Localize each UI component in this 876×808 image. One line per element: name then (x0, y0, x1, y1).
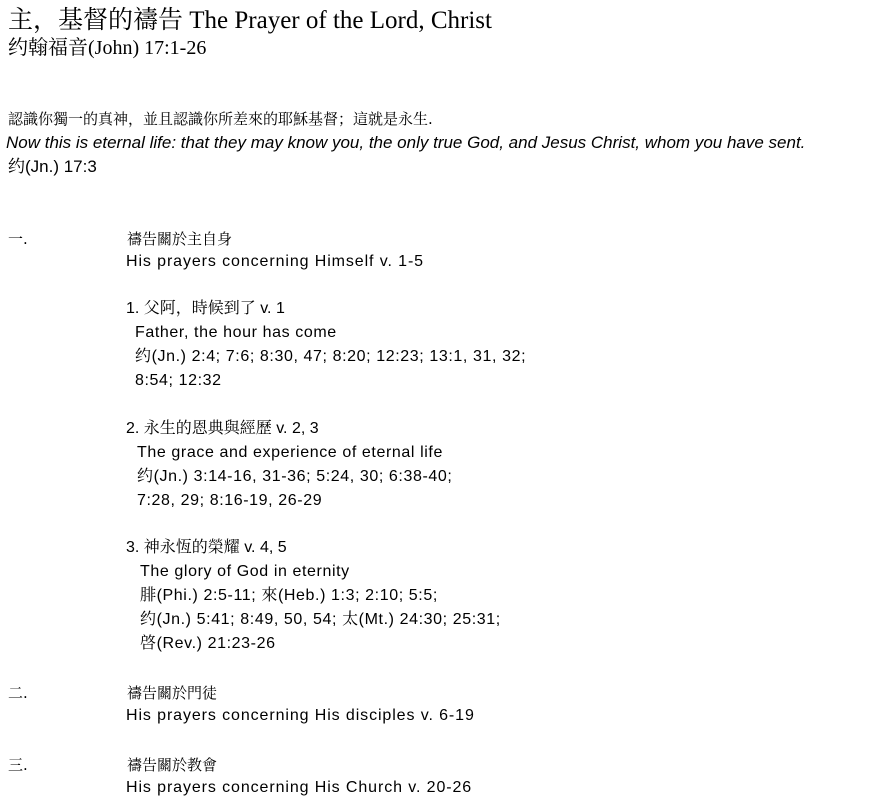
section-number: 三. (8, 756, 28, 774)
section-title-english: His prayers concerning His Church v. 20-26 (126, 779, 473, 796)
key-verse-reference: 约(Jn.) 17:3 (8, 157, 97, 176)
page-subtitle: 约翰福音(John) 17:1-26 (8, 37, 207, 59)
key-verse-chinese: 認識你獨一的真神，並且認識你所差來的耶穌基督；這就是永生. (8, 110, 433, 128)
point-reference: 约(Jn.) 3:14-16, 31-36; 5:24, 30; 6:38-40; (137, 468, 453, 485)
point-reference: 8:54; 12:32 (135, 372, 222, 389)
point-heading: 2. 永生的恩典與經歷 v. 2, 3 (126, 420, 319, 437)
point-english: The glory of God in eternity (140, 563, 350, 580)
section-number: 一. (8, 230, 28, 248)
point-heading: 3. 神永恆的榮耀 v. 4, 5 (126, 539, 287, 556)
section-title-chinese: 禱告關於教會 (127, 756, 218, 774)
key-verse-english: Now this is eternal life: that they may know you, the only true God, and Jesus Christ, whom you have sent. (6, 133, 806, 152)
point-reference: 腓(Phi.) 2:5-11; 來(Heb.) 1:3; 2:10; 5:5; (140, 587, 438, 604)
point-heading: 1. 父阿，時候到了 v. 1 (126, 300, 285, 317)
section-title-english: His prayers concerning His disciples v. 6-19 (126, 707, 475, 724)
point-reference: 约(Jn.) 5:41; 8:49, 50, 54; 太(Mt.) 24:30; 25:31; (140, 611, 501, 628)
section-title-chinese: 禱告關於主自身 (127, 230, 233, 248)
point-reference: 约(Jn.) 2:4; 7:6; 8:30, 47; 8:20; 12:23; 13:1, 31, 32; (135, 348, 527, 365)
page-title: 主，基督的禱告 The Prayer of the Lord, Christ (8, 7, 492, 34)
point-english: The grace and experience of eternal life (137, 444, 443, 461)
section-title-chinese: 禱告關於門徒 (127, 684, 218, 702)
section-number: 二. (8, 684, 28, 702)
point-english: Father, the hour has come (135, 324, 337, 341)
point-reference: 啓(Rev.) 21:23-26 (140, 635, 276, 652)
point-reference: 7:28, 29; 8:16-19, 26-29 (137, 492, 323, 509)
section-title-english: His prayers concerning Himself v. 1-5 (126, 253, 424, 270)
